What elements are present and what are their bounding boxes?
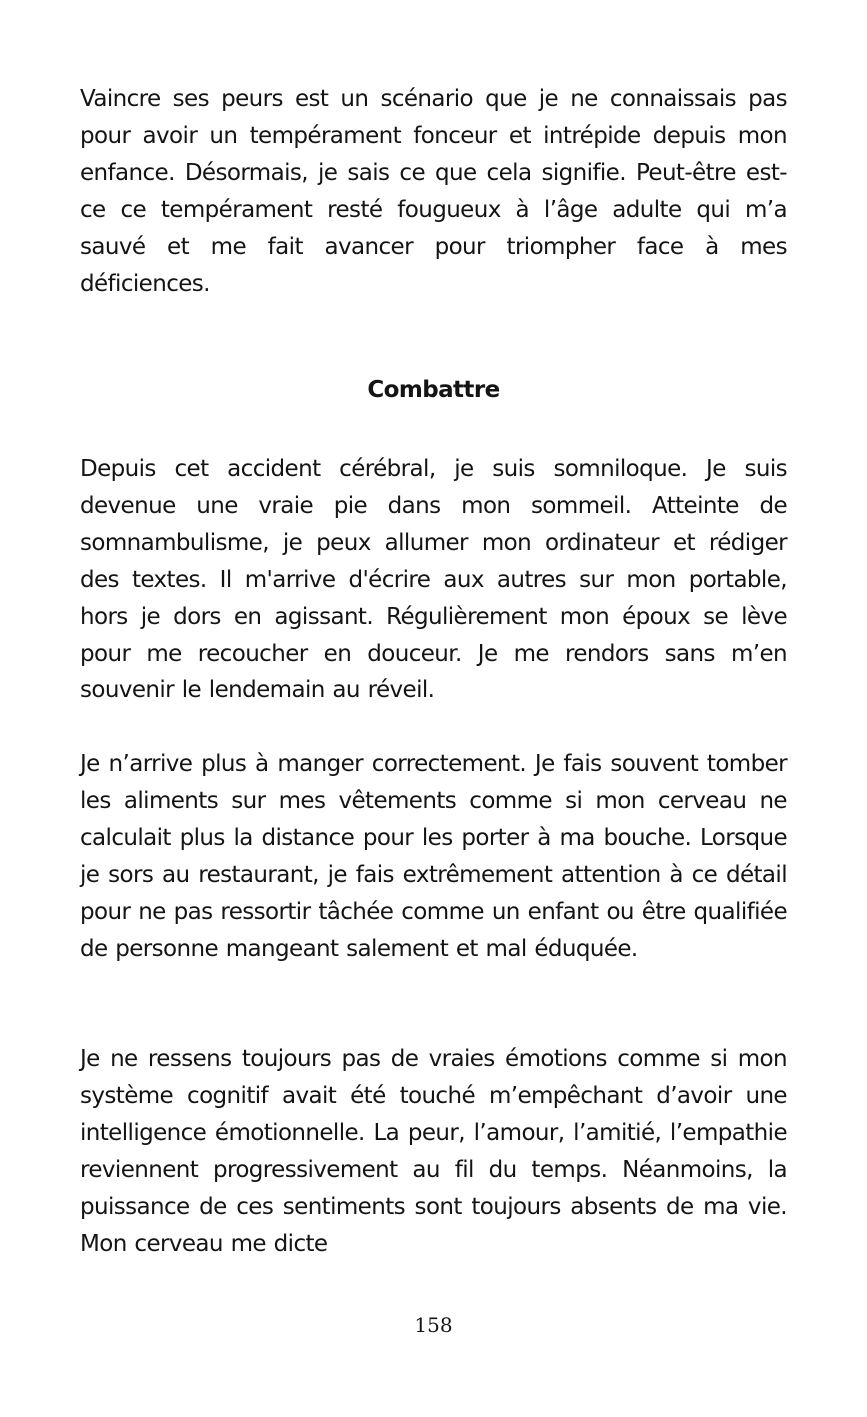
paragraph-intro: Vaincre ses peurs est un scénario que je ne connaissais pas pour avoir un tempérament fonceur et intrépide depuis mon enfance. Désormais, je sais ce que cela signifie. Peut-être est-ce ce tempérament resté fougueux à l’âge adulte qui m’a sauvé et me fait avancer pour triompher face à mes déficiences. [80,86,787,297]
section-heading: Combattre [367,377,500,403]
paragraph-somniloquy: Depuis cet accident cérébral, je suis somniloque. Je suis devenue une vraie pie dans mon sommeil. Atteinte de somnambulisme, je peux allumer mon ordinateur et rédiger des textes. Il m'arrive d'écrire aux autres sur mon portable, hors je dors en agissant. Régulièrement mon époux se lève pour me recoucher en douceur. Je me rendors sans m’en souvenir le lendemain au réveil. [80,456,787,704]
paragraph-emotions: Je ne ressens toujours pas de vraies émotions comme si mon système cognitif avait été touché m’empêchant d’avoir une intelligence émotionnelle. La peur, l’amour, l’amitié, l’empathie reviennent progressivement au fil du temps. Néanmoins, la puissance de ces sentiments sont toujours absents de ma vie. Mon cerveau me dicte [80,1046,787,1257]
paragraph-eating: Je n’arrive plus à manger correctement. Je fais souvent tomber les aliments sur mes vêtements comme si mon cerveau ne calculait plus la distance pour les porter à ma bouche. Lorsque je sors au restaurant, je fais extrêmement attention à ce détail pour ne pas ressortir tâchée comme un enfant ou être qualifiée de personne mangeant salement et mal éduquée. [80,751,787,962]
page-number: 158 [414,1313,453,1337]
